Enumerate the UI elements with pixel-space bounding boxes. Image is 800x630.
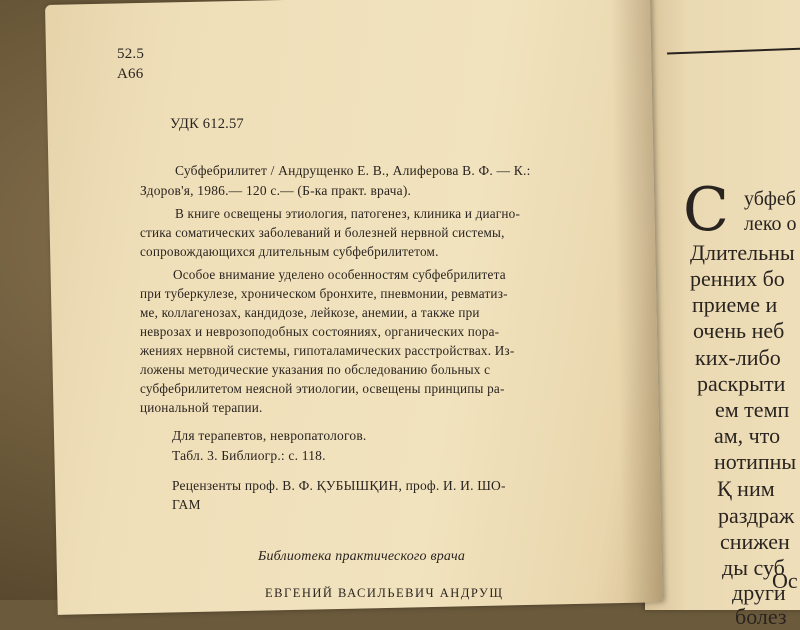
classification-code: А66 bbox=[117, 66, 144, 82]
right-line: Қ ним bbox=[717, 476, 775, 501]
right-line: болез bbox=[735, 604, 787, 629]
right-line: леко о bbox=[744, 213, 797, 235]
abstract-line: ложены методические указания по обследованию больных с bbox=[140, 362, 491, 377]
right-line: ем темп bbox=[715, 397, 790, 422]
reviewers-line: Рецензенты проф. В. Ф. ҚУБЫШҚИН, проф. И. И. ШО- bbox=[172, 478, 506, 493]
author-name-line: ЕВГЕНИЙ ВАСИЛЬЕВИЧ АНДРУЩ bbox=[265, 586, 504, 600]
right-line: Длительны bbox=[690, 240, 795, 265]
abstract-line: сопровождающихся длительным субфебрилитетом. bbox=[140, 244, 439, 259]
right-line: нотипны bbox=[714, 449, 797, 474]
right-line: ды суб bbox=[722, 555, 785, 580]
abstract-line: при туберкулезе, хроническом бронхите, пневмонии, ревматиз- bbox=[140, 286, 508, 301]
audience-note: Для терапевтов, невропатологов. bbox=[172, 428, 367, 443]
right-line: раскрыти bbox=[697, 371, 786, 396]
drop-cap: С bbox=[683, 175, 729, 245]
classification-code: 52.5 bbox=[117, 46, 145, 62]
abstract-line: неврозах и неврозоподобных состояниях, органических пора- bbox=[140, 324, 500, 339]
right-line: снижен bbox=[720, 529, 790, 554]
bibliography-line: Здоров'я, 1986.— 120 с.— (Б-ка практ. врача). bbox=[140, 183, 412, 198]
reviewers-line: ГАМ bbox=[172, 497, 201, 512]
abstract-line: ме, коллагенозах, кандидозе, лейкозе, анемии, а также при bbox=[140, 305, 480, 320]
abstract-line: В книге освещены этиология, патогенез, клиника и диагно- bbox=[175, 206, 521, 221]
abstract-line: Особое внимание уделено особенностям субфебрилитета bbox=[173, 267, 506, 282]
right-line: ренних бо bbox=[690, 266, 785, 291]
right-line: раздраж bbox=[718, 503, 795, 528]
abstract-line: стика соматических заболеваний и болезней нервной системы, bbox=[140, 225, 505, 240]
right-line: очень неб bbox=[693, 318, 785, 343]
right-line: други bbox=[732, 580, 786, 605]
udk-code: УДК 612.57 bbox=[170, 116, 244, 132]
right-line: ам, что bbox=[714, 423, 781, 448]
right-line: ких-либо bbox=[695, 345, 781, 370]
abstract-line: жениях нервной системы, гипоталамических расстройствах. Из- bbox=[140, 343, 515, 358]
bibliography-line: Субфебрилитет / Андрущенко Е. В., Алиферова В. Ф. — К.: bbox=[175, 163, 531, 178]
series-title: Библиотека практического врача bbox=[258, 549, 466, 564]
right-line: приеме и bbox=[692, 292, 778, 317]
right-line: Ос bbox=[772, 568, 798, 593]
abstract-line: субфебрилитетом неясной этиологии, освещены принципы ра- bbox=[140, 381, 505, 396]
tables-bibliography-note: Табл. 3. Библиогр.: с. 118. bbox=[172, 448, 326, 463]
abstract-line: циональной терапии. bbox=[140, 400, 263, 415]
right-line: убфеб bbox=[744, 188, 796, 210]
